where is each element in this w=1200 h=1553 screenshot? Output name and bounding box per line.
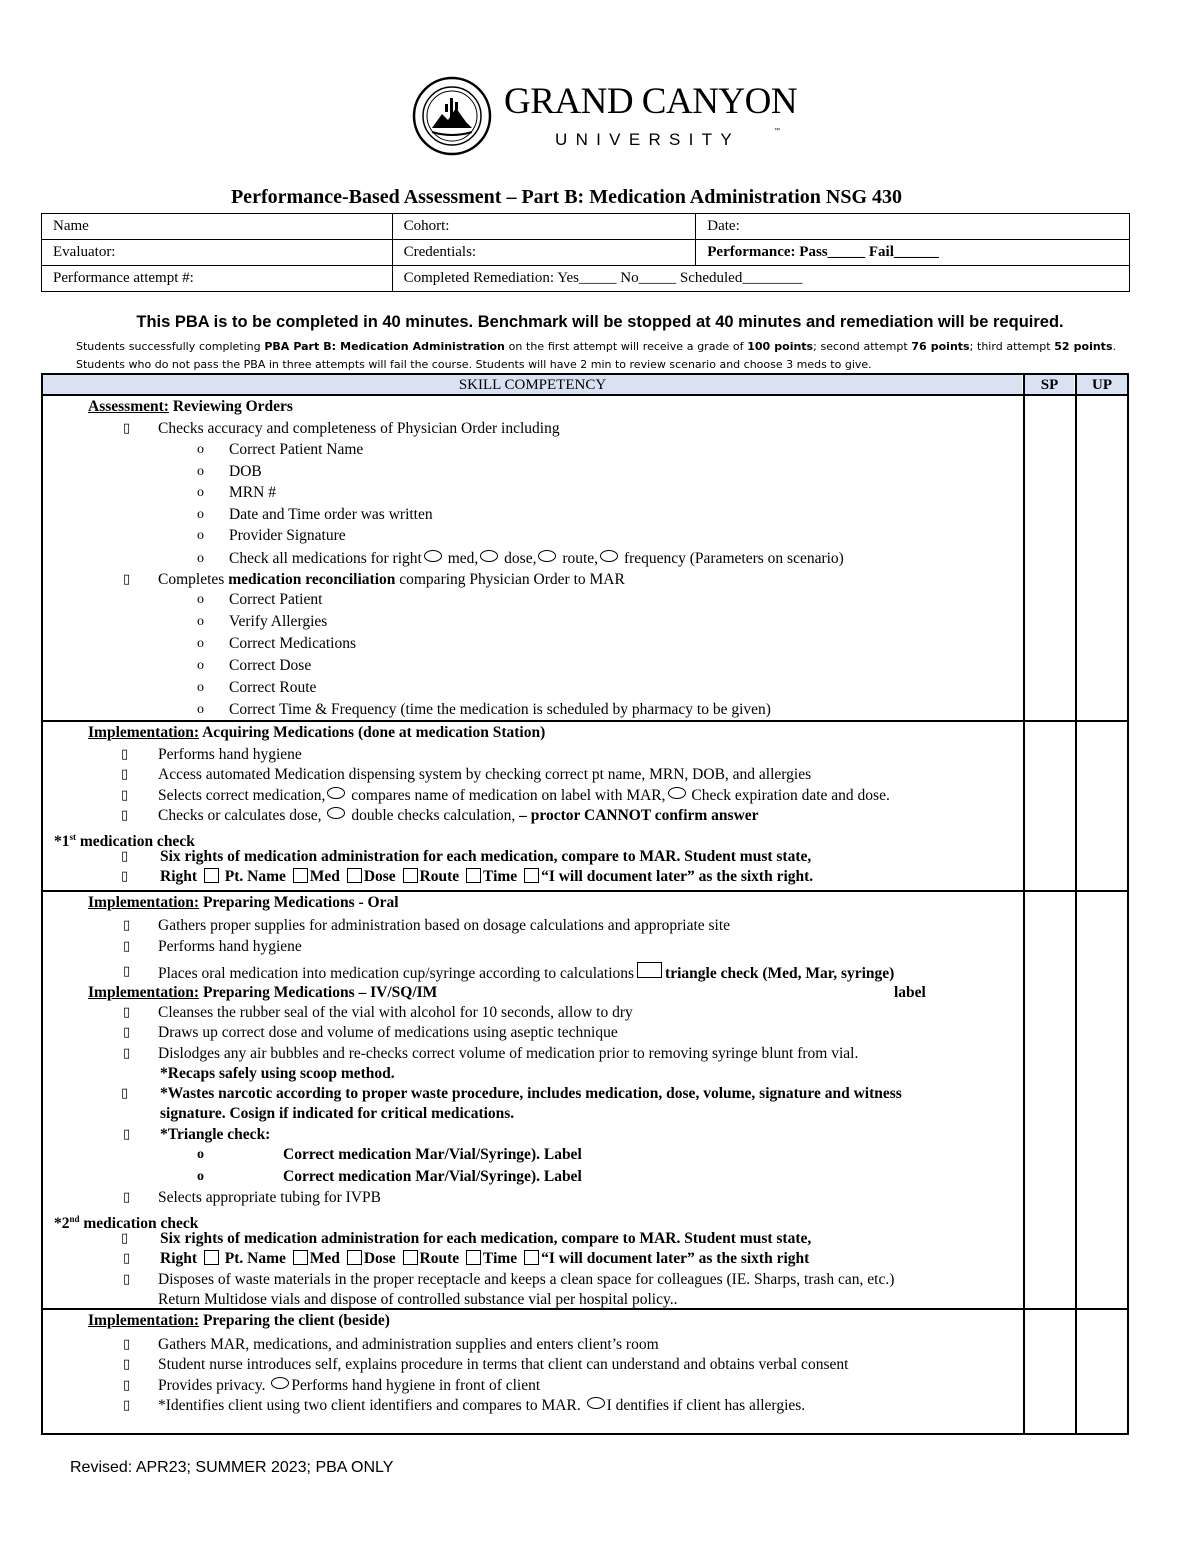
waste-narcotic-item: *Wastes narcotic according to proper waste procedure, includes medication, dose, volume, signature and witness (160, 1085, 902, 1102)
remediation-field[interactable]: Completed Remediation: Yes_____ No_____ Scheduled________ (392, 266, 1129, 292)
grading-note: Students successfully completing PBA Part B: Medication Administration on the first attempt will receive a grade of 100 points; second attempt 76 points; third attempt 52 points. Students who do not pass the PBA in three attempts will fail the course. Students will have 2 min to review scenario and choose 3 meds to give. (76, 340, 1116, 371)
document-checkbox[interactable] (524, 868, 539, 883)
order-check-item: Provider Signature (229, 527, 346, 544)
bullet-icon: ▯ (123, 939, 131, 954)
trademark: ™ (774, 128, 780, 134)
gather-supplies-item: Gathers proper supplies for administration based on dosage calculations and appropriate site (158, 917, 731, 934)
logo-line1: GRAND CANYON (504, 81, 798, 122)
bullet-icon: ▯ (123, 1398, 131, 1413)
dispensing-system-item: Access automated Medication dispensing system by checking correct pt name, MRN, DOB, and allergies (158, 766, 812, 783)
right-checkbox[interactable] (204, 1250, 219, 1265)
sub-bullet: o (197, 507, 204, 522)
credentials-field[interactable]: Credentials: (392, 240, 696, 266)
waste-narcotic-item-cont: signature. Cosign if indicated for critical medications. (160, 1105, 515, 1122)
section-divider-2 (41, 890, 1129, 892)
check-all-meds-item: Check all medications for right med, dose, route, frequency (Parameters on scenario) (229, 550, 844, 567)
cohort-field[interactable]: Cohort: (392, 214, 696, 240)
med-checkbox[interactable] (293, 1250, 308, 1265)
route-checkbox[interactable] (403, 868, 418, 883)
label-text: label (894, 984, 926, 1001)
six-rights-item: Six rights of medication administration for each medication, compare to MAR. Student must state, (160, 848, 812, 865)
bullet-icon: ▯ (123, 1337, 131, 1352)
section-acquiring-heading: Implementation: Acquiring Medications (done at medication Station) (88, 724, 546, 741)
route-checkbox[interactable] (403, 1250, 418, 1265)
introduce-self-item: Student nurse introduces self, explains procedure in terms that client can understand and obtains verbal consent (158, 1356, 849, 1373)
compare-circle-icon[interactable] (327, 787, 345, 799)
first-medication-check: *1st medication check (54, 832, 195, 851)
bullet-icon: ▯ (123, 1190, 131, 1205)
sub-bullet: o (197, 485, 204, 500)
sub-bullet: o (197, 680, 204, 695)
sub-bullet: o (197, 551, 204, 566)
sub-bullet: o (197, 1147, 204, 1162)
sub-bullet: o (197, 702, 204, 717)
bullet-icon: ▯ (123, 1251, 131, 1266)
up-column-divider (1075, 373, 1077, 1435)
bullet-icon: ▯ (123, 918, 131, 933)
return-vials-item: Return Multidose vials and dispose of controlled substance vial per hospital policy.. (158, 1291, 678, 1308)
reconciliation-item: Completes medication reconciliation comparing Physician Order to MAR (158, 571, 625, 588)
skill-competency-header: SKILL COMPETENCY (43, 375, 1022, 394)
dose-checkbox[interactable] (347, 1250, 362, 1265)
triangle-check-heading: *Triangle check: (160, 1126, 271, 1143)
attempt-field[interactable]: Performance attempt #: (42, 266, 393, 292)
bullet-icon: ▯ (121, 1231, 129, 1246)
sub-bullet: o (197, 1169, 204, 1184)
university-logo (412, 76, 798, 156)
six-rights-item-2: Six rights of medication administration for each medication, compare to MAR. Student must state, (160, 1230, 812, 1247)
bullet-icon: ▯ (123, 1005, 131, 1020)
date-field[interactable]: Date: (696, 214, 1130, 240)
bullet-icon: ▯ (123, 421, 131, 436)
bullet-icon: ▯ (123, 1357, 131, 1372)
document-checkbox[interactable] (524, 1250, 539, 1265)
med-checkbox[interactable] (293, 868, 308, 883)
second-medication-check: *2nd medication check (54, 1214, 199, 1233)
bullet-icon: ▯ (121, 808, 129, 823)
select-tubing-item: Selects appropriate tubing for IVPB (158, 1189, 381, 1206)
calculate-dose-item: Checks or calculates dose, double checks calculation, – proctor CANNOT confirm answer (158, 807, 759, 824)
reconciliation-check-item: Correct Dose (229, 657, 312, 674)
sub-bullet: o (197, 614, 204, 629)
reconciliation-check-item: Correct Time & Frequency (time the medication is scheduled by pharmacy to be given) (229, 701, 771, 718)
bullet-icon: ▯ (121, 1086, 129, 1101)
sub-bullet: o (197, 442, 204, 457)
checks-orders-item: Checks accuracy and completeness of Physician Order including (158, 420, 560, 437)
reconciliation-check-item: Verify Allergies (229, 613, 328, 630)
hand-hygiene-item: Performs hand hygiene (158, 746, 302, 763)
reconciliation-check-item: Correct Medications (229, 635, 356, 652)
up-header: UP (1077, 375, 1127, 394)
hand-hygiene-circle-icon[interactable] (271, 1377, 289, 1389)
six-rights-checkboxes-2: Right Pt. Name Med Dose Route Time “I will document later” as the sixth right (160, 1250, 810, 1267)
bullet-icon: ▯ (123, 1127, 131, 1142)
place-oral-med-item: Places oral medication into medication cup/syringe according to calculations triangle check (Med, Mar, syringe) (158, 962, 894, 984)
hand-hygiene-oral-item: Performs hand hygiene (158, 938, 302, 955)
dispose-waste-item: Disposes of waste materials in the proper receptacle and keeps a clean space for colleagues (IE. Sharps, trash can, etc.) (158, 1271, 895, 1288)
section-assessment-heading: Assessment: Reviewing Orders (88, 398, 293, 415)
identify-client-item: *Identifies client using two client identifiers and compares to MAR. I dentifies if client has allergies. (158, 1397, 806, 1414)
info-table (41, 213, 1130, 292)
bullet-icon: ▯ (121, 788, 129, 803)
document-title: Performance-Based Assessment – Part B: Medication Administration NSG 430 (230, 186, 903, 208)
allergies-circle-icon[interactable] (587, 1397, 605, 1409)
bullet-icon: ▯ (123, 1378, 131, 1393)
header-divider (41, 394, 1129, 396)
section-client-heading: Implementation: Preparing the client (beside) (88, 1312, 390, 1329)
bullet-icon: ▯ (123, 1272, 131, 1287)
bullet-icon: ▯ (121, 869, 129, 884)
sub-bullet: o (197, 464, 204, 479)
section-iv-heading: Implementation: Preparing Medications – IV/SQ/IM (88, 984, 438, 1001)
gather-mar-item: Gathers MAR, medications, and administration supplies and enters client’s room (158, 1336, 659, 1353)
six-rights-checkboxes: Right Pt. Name Med Dose Route Time “I will document later” as the sixth right. (160, 868, 814, 885)
revision-footer: Revised: APR23; SUMMER 2023; PBA ONLY (70, 1459, 394, 1476)
bullet-icon: ▯ (123, 572, 131, 587)
dislodge-bubbles-item: Dislodges any air bubbles and re-checks correct volume of medication prior to removing syringe blunt from vial. (158, 1045, 859, 1062)
select-medication-item: Selects correct medication, compares name of medication on label with MAR, Check expiration date and dose. (158, 787, 890, 804)
logo-line2: UNIVERSITY (555, 130, 741, 149)
name-field[interactable]: Name (42, 214, 393, 240)
frequency-circle-icon[interactable] (600, 550, 618, 562)
sub-bullet: o (197, 528, 204, 543)
expiration-circle-icon[interactable] (668, 787, 686, 799)
reconciliation-check-item: Correct Patient (229, 591, 323, 608)
section-oral-heading: Implementation: Preparing Medications - Oral (88, 894, 399, 911)
dose-circle-icon[interactable] (480, 550, 498, 562)
university-seal-icon (412, 76, 492, 156)
table-header-row (43, 375, 1127, 394)
bullet-icon: ▯ (123, 1046, 131, 1061)
performance-field[interactable]: Performance: Pass_____ Fail______ (696, 240, 1130, 266)
bullet-icon: ▯ (123, 1025, 131, 1040)
time-checkbox[interactable] (466, 868, 481, 883)
time-checkbox[interactable] (466, 1250, 481, 1265)
cleanse-seal-item: Cleanses the rubber seal of the vial with alcohol for 10 seconds, allow to dry (158, 1004, 633, 1021)
double-check-circle-icon[interactable] (327, 807, 345, 819)
recap-safely-item: *Recaps safely using scoop method. (160, 1065, 395, 1082)
sub-bullet: o (197, 658, 204, 673)
triangle-check-item-1: Correct medication Mar/Vial/Syringe). Label (283, 1146, 582, 1163)
med-circle-icon[interactable] (424, 550, 442, 562)
route-circle-icon[interactable] (538, 550, 556, 562)
order-check-item: MRN # (229, 484, 276, 501)
bullet-icon: ▯ (121, 849, 129, 864)
sp-column-divider (1023, 373, 1025, 1435)
evaluator-field[interactable]: Evaluator: (42, 240, 393, 266)
triangle-check-item-2: Correct medication Mar/Vial/Syringe). Label (283, 1168, 582, 1185)
bullet-icon: ▯ (121, 747, 129, 762)
bullet-icon: ▯ (121, 767, 129, 782)
order-check-item: DOB (229, 463, 262, 480)
order-check-item: Correct Patient Name (229, 441, 364, 458)
right-checkbox[interactable] (204, 868, 219, 883)
sp-header: SP (1025, 375, 1074, 394)
bullet-icon: ▯ (123, 964, 131, 979)
reconciliation-check-item: Correct Route (229, 679, 317, 696)
dose-checkbox[interactable] (347, 868, 362, 883)
time-notice: This PBA is to be completed in 40 minutes. Benchmark will be stopped at 40 minutes and remediation will be required. (136, 313, 1064, 331)
privacy-item: Provides privacy. Performs hand hygiene in front of client (158, 1377, 541, 1394)
order-check-item: Date and Time order was written (229, 506, 433, 523)
triangle-check-box[interactable] (637, 962, 662, 978)
section-divider-1 (41, 720, 1129, 722)
draw-up-dose-item: Draws up correct dose and volume of medications using aseptic technique (158, 1024, 618, 1041)
sub-bullet: o (197, 592, 204, 607)
sub-bullet: o (197, 636, 204, 651)
